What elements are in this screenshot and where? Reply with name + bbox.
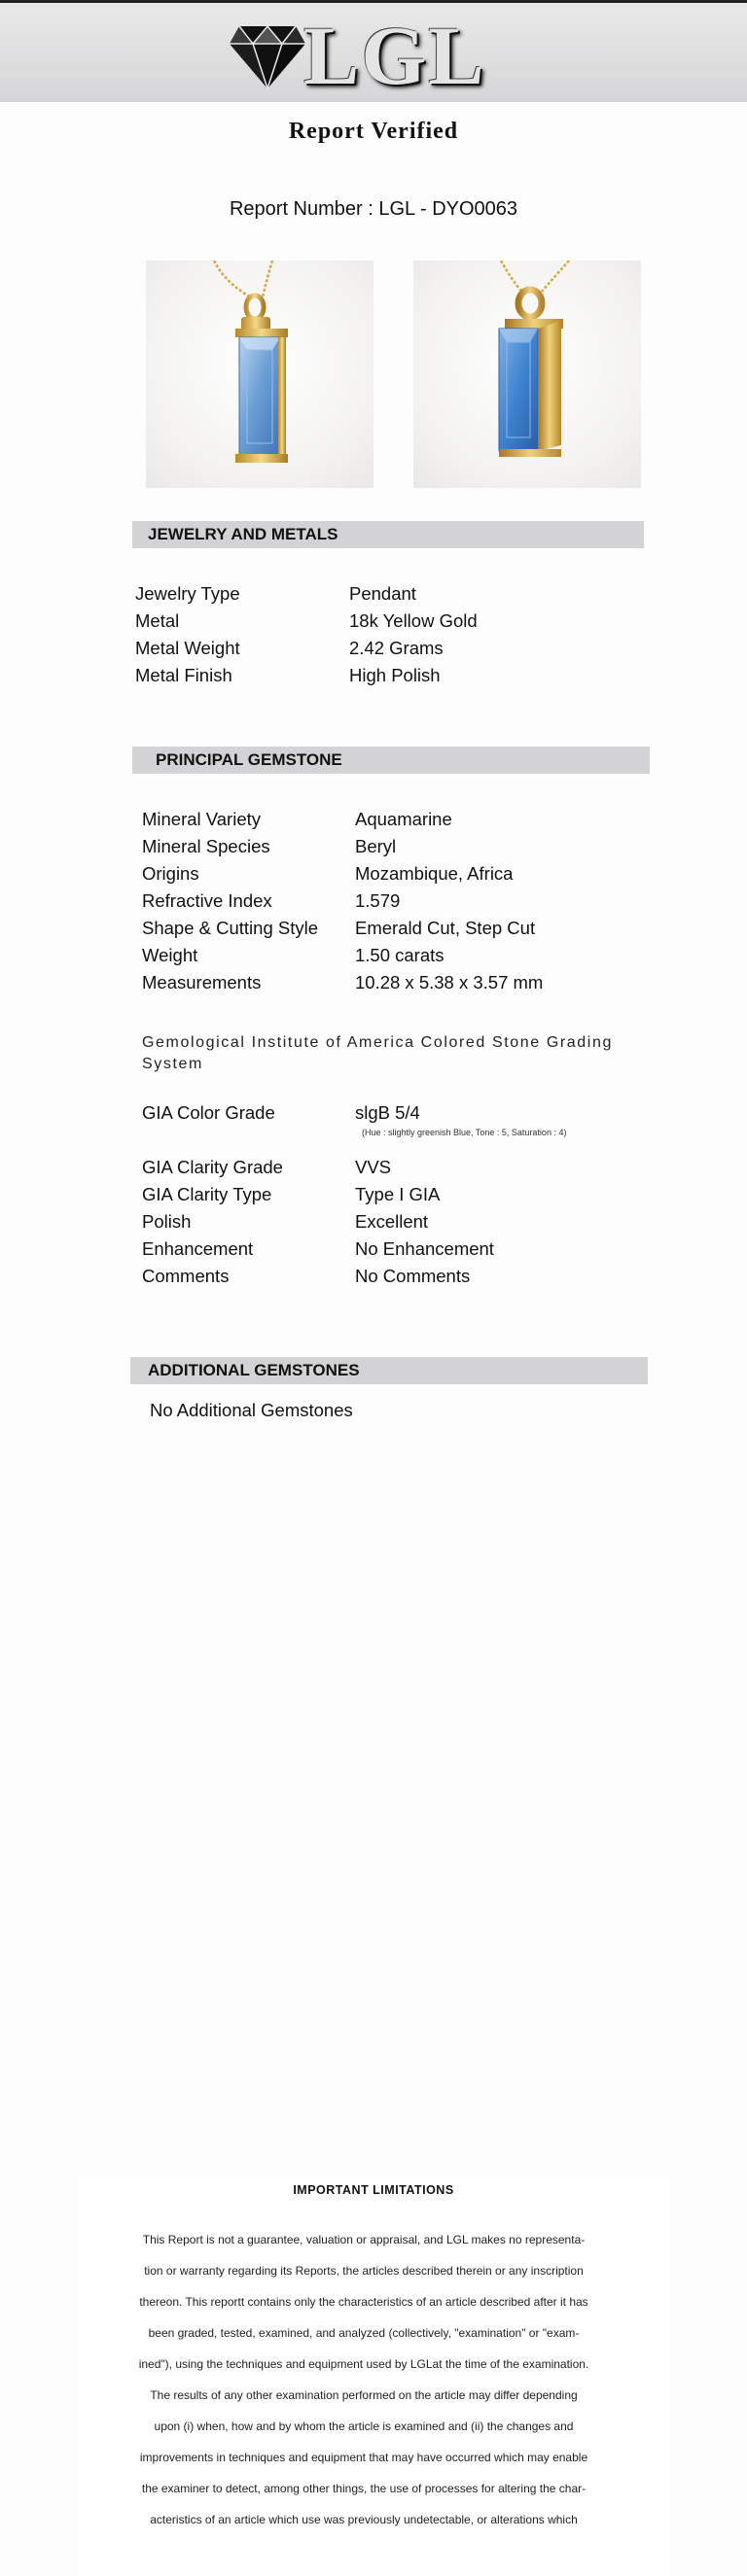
weight-value: 1.50 carats xyxy=(355,945,445,965)
metal-label: Metal xyxy=(135,610,180,631)
limitations-line: been graded, tested, examined, and analyzed (collectively, "examination" or "exam- xyxy=(148,2326,580,2340)
refractive-index-label: Refractive Index xyxy=(142,890,272,911)
refractive-index-value: 1.579 xyxy=(355,890,401,911)
gia-color-grade-note: (Hue : slightly greenish Blue, Tone : 5, Saturation : 4) xyxy=(362,1128,567,1137)
limitations-line: upon (i) when, how and by whom the article is examined and (ii) the changes and xyxy=(154,2419,574,2433)
gia-clarity-type-label: GIA Clarity Type xyxy=(142,1184,272,1204)
jewelry-section-header: JEWELRY AND METALS xyxy=(132,521,644,548)
measurements-value: 10.28 x 5.38 x 3.57 mm xyxy=(355,972,544,992)
comments-value: No Comments xyxy=(355,1266,471,1286)
mineral-species-value: Beryl xyxy=(355,836,397,856)
metal-value: 18k Yellow Gold xyxy=(349,610,478,631)
gia-clarity-grade-label: GIA Clarity Grade xyxy=(142,1157,283,1177)
comments-label: Comments xyxy=(142,1266,230,1286)
measurements-label: Measurements xyxy=(142,972,262,992)
mineral-variety-value: Aquamarine xyxy=(355,809,452,829)
jewelry-type-value: Pendant xyxy=(349,583,416,604)
limitations-line: thereon. This reportt contains only the characteristics of an article described after it has xyxy=(139,2295,588,2309)
gia-clarity-grade-value: VVS xyxy=(355,1157,392,1177)
limitations-line: improvements in techniques and equipment that may have occurred which may enable xyxy=(139,2451,588,2464)
gia-grading-system-heading: Gemological Institute of America Colored Stone Grading System xyxy=(142,1034,613,1072)
pendant-side-image xyxy=(413,261,641,488)
polish-label: Polish xyxy=(142,1211,192,1232)
lgl-logo[interactable] xyxy=(226,9,486,102)
polish-value: Excellent xyxy=(355,1211,429,1232)
weight-label: Weight xyxy=(142,945,198,965)
jewelry-type-label: Jewelry Type xyxy=(135,583,240,604)
limitations-text xyxy=(105,2224,622,2535)
origins-value: Mozambique, Africa xyxy=(355,863,514,884)
limitations-heading: IMPORTANT LIMITATIONS xyxy=(293,2183,454,2197)
page-title: Report Verified xyxy=(288,119,459,144)
additional-gemstones-text: No Additional Gemstones xyxy=(150,1400,353,1420)
diamond-icon xyxy=(228,20,307,90)
report-number: Report Number : LGL - DYO0063 xyxy=(229,198,518,220)
shape-cut-value: Emerald Cut, Step Cut xyxy=(355,918,536,938)
gia-clarity-type-value: Type I GIA xyxy=(355,1184,441,1204)
metal-finish-value: High Polish xyxy=(349,665,441,685)
mineral-variety-label: Mineral Variety xyxy=(142,809,262,829)
limitations-line: tion or warranty regarding its Reports, the articles described therein or any inscription xyxy=(144,2264,584,2278)
limitations-line: ined"), using the techniques and equipment used by LGLat the time of the examination. xyxy=(138,2357,589,2371)
enhancement-value: No Enhancement xyxy=(355,1238,494,1259)
limitations-line: acteristics of an article which use was previously undetectable, or alterations which xyxy=(150,2513,578,2526)
gia-color-grade-value: slgB 5/4 xyxy=(355,1102,420,1123)
limitations-line: This Report is not a guarantee, valuation or appraisal, and LGL makes no representa- xyxy=(142,2233,586,2246)
logo-text: LGL xyxy=(303,9,486,102)
metal-finish-label: Metal Finish xyxy=(135,665,232,685)
limitations-line: The results of any other examination performed on the article may differ depending xyxy=(150,2388,578,2402)
principal-gemstone-header: PRINCIPAL GEMSTONE xyxy=(132,747,650,774)
enhancement-label: Enhancement xyxy=(142,1238,254,1259)
header-banner xyxy=(0,0,747,102)
gia-color-grade-label: GIA Color Grade xyxy=(142,1102,275,1123)
pendant-front-image xyxy=(146,261,374,488)
shape-cut-label: Shape & Cutting Style xyxy=(142,918,318,938)
origins-label: Origins xyxy=(142,863,199,884)
mineral-species-label: Mineral Species xyxy=(142,836,270,856)
limitations-line: the examiner to detect, among other things, the use of processes for altering the char- xyxy=(141,2482,587,2495)
metal-weight-value: 2.42 Grams xyxy=(349,638,444,658)
additional-gemstones-header: ADDITIONAL GEMSTONES xyxy=(130,1357,648,1384)
metal-weight-label: Metal Weight xyxy=(135,638,240,658)
